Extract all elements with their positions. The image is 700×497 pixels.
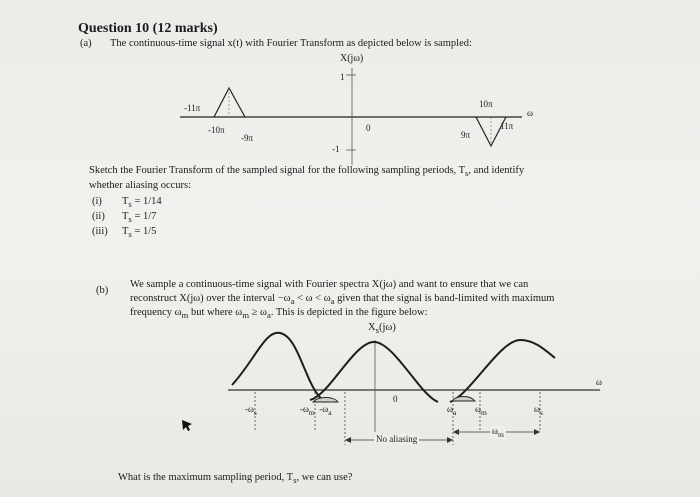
fig2-tick-0: 0 [393,394,398,404]
item-iii-num: (iii) [92,226,108,237]
fig1-label: X(jω) [340,53,364,64]
fig2-center-lobe [310,342,438,402]
fig2-left-lobe [232,333,325,402]
part-a-text: The continuous-time signal x(t) with Fourier Transform as depicted below is sampled: [110,38,472,49]
final-question: What is the maximum sampling period, $T_s$, we can use? [118,472,353,486]
part-a-label: (a) [80,38,92,49]
fig2-tick-ws: $\omega_s$ [534,404,543,417]
fig2-label: $X_s(j\omega)$ [368,322,396,336]
sketch-instruction: Sketch the Fourier Transform of the sampled signal for the following sampling periods, $T_s$, and identify [89,165,525,179]
item-iii-text: $T_s = 1/5$ [122,226,157,240]
sketch-instruction-2: whether aliasing occurs: [89,180,192,191]
fig1-tick-p10pi: 10π [479,99,493,109]
fig2-right-lobe [450,340,555,402]
item-ii-num: (ii) [92,211,105,222]
item-ii-text: $T_s = 1/7$ [122,211,157,225]
part-b-line1: We sample a continuous-time signal with Fourier spectra X(jω) and want to ensure that we can [130,279,529,290]
part-b-line3: frequency $\omega_m$ but where $\omega_m \ge \omega_a$. This is depicted in the figure below: [130,307,428,321]
fig1-omega: ω [527,108,533,118]
item-i-text: $T_s = 1/14$ [122,196,162,210]
fig1-tick-m9pi: -9π [241,133,254,143]
cursor-arrow-icon [180,418,194,432]
fig2-overlap-left [313,398,338,403]
fig1-tick-p11pi: 11π [500,121,514,131]
fig1-tick-0: 0 [366,123,371,133]
fig1-tick-neg1: -1 [332,144,340,154]
fig1-tick-1: 1 [340,72,345,82]
question-title: Question 10 (12 marks) [78,21,218,36]
fig2-no-aliasing-label: No aliasing [376,434,418,444]
fig2-tick-wm: $\omega_m$ [475,404,487,417]
fig2-omega: ω [596,377,602,387]
fig2-wm-range-label: $\omega_m$ [492,426,504,439]
part-b-line2: reconstruct X(jω) over the interval $-\omega_a < \omega < \omega_a$ given that the signal is band-limited with maximum [130,293,555,307]
fig2-tick-wa: $\omega_a$ [447,404,457,417]
fig2-tick-m-ws: $-\omega_s$ [245,404,257,417]
fig2-tick-m-wm-wa: $-\omega_m$ $-\omega_a$ [300,404,332,417]
fig1-tick-m10pi: -10π [208,125,225,135]
item-i-num: (i) [92,196,102,207]
part-b-label: (b) [96,285,109,296]
fig1-tick-m11pi: -11π [184,103,201,113]
fig2-overlap-right [452,397,475,402]
fig1-tick-p9pi: 9π [461,130,471,140]
